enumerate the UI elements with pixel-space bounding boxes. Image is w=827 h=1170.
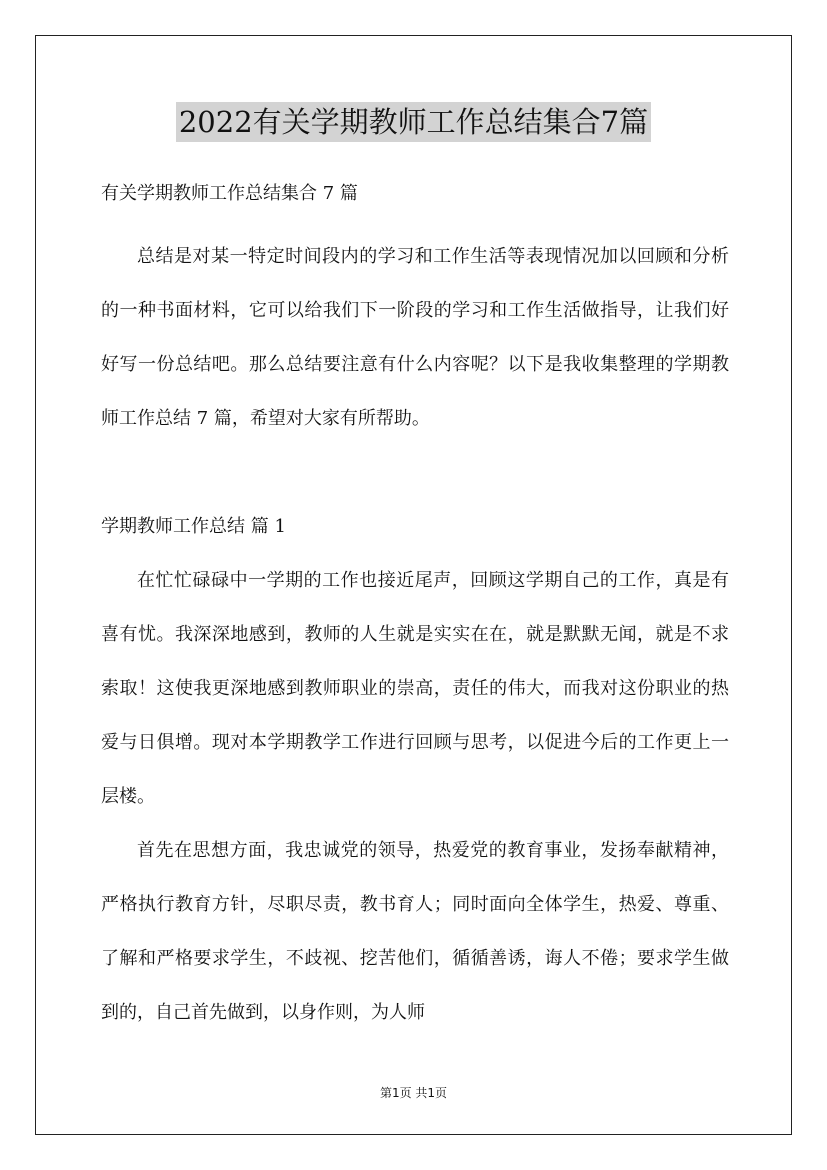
document-body [101,176,729,1040]
document-title: 2022有关学期教师工作总结集合7篇 [176,102,651,142]
intro-paragraph: 总结是对某一特定时间段内的学习和工作生活等表现情况加以回顾和分析的一种书面材料，它可以给我们下一阶段的学习和工作生活做指导，让我们好好写一份总结吧。那么总结要注意有什么内容呢？以下是我收集整理的学期教师工作总结 7 篇，希望对大家有所帮助。 [101,246,729,429]
page-footer: 第1页 共1页 [379,1086,448,1100]
section-heading: 学期教师工作总结 篇 1 [101,516,286,537]
title-wrap [0,102,827,142]
section-spacer [101,446,729,500]
section-paragraph-1: 在忙忙碌碌中一学期的工作也接近尾声，回顾这学期自己的工作，真是有喜有忧。我深深地感到，教师的人生就是实实在在，就是默默无闻，就是不求索取！这使我更深地感到教师职业的崇高，责任的伟大，而我对这份职业的热爱与日俱增。现对本学期教学工作进行回顾与思考，以促进今后的工作更上一层楼。 [101,570,729,807]
section-paragraph-2: 首先在思想方面，我忠诚党的领导，热爱党的教育事业，发扬奉献精神，严格执行教育方针，尽职尽责，教书育人；同时面向全体学生，热爱、尊重、了解和严格要求学生，不歧视、挖苦他们，循循善诱，诲人不倦；要求学生做到的，自己首先做到，以身作则，为人师 [101,840,729,1023]
document-subtitle: 有关学期教师工作总结集合 7 篇 [101,183,358,204]
